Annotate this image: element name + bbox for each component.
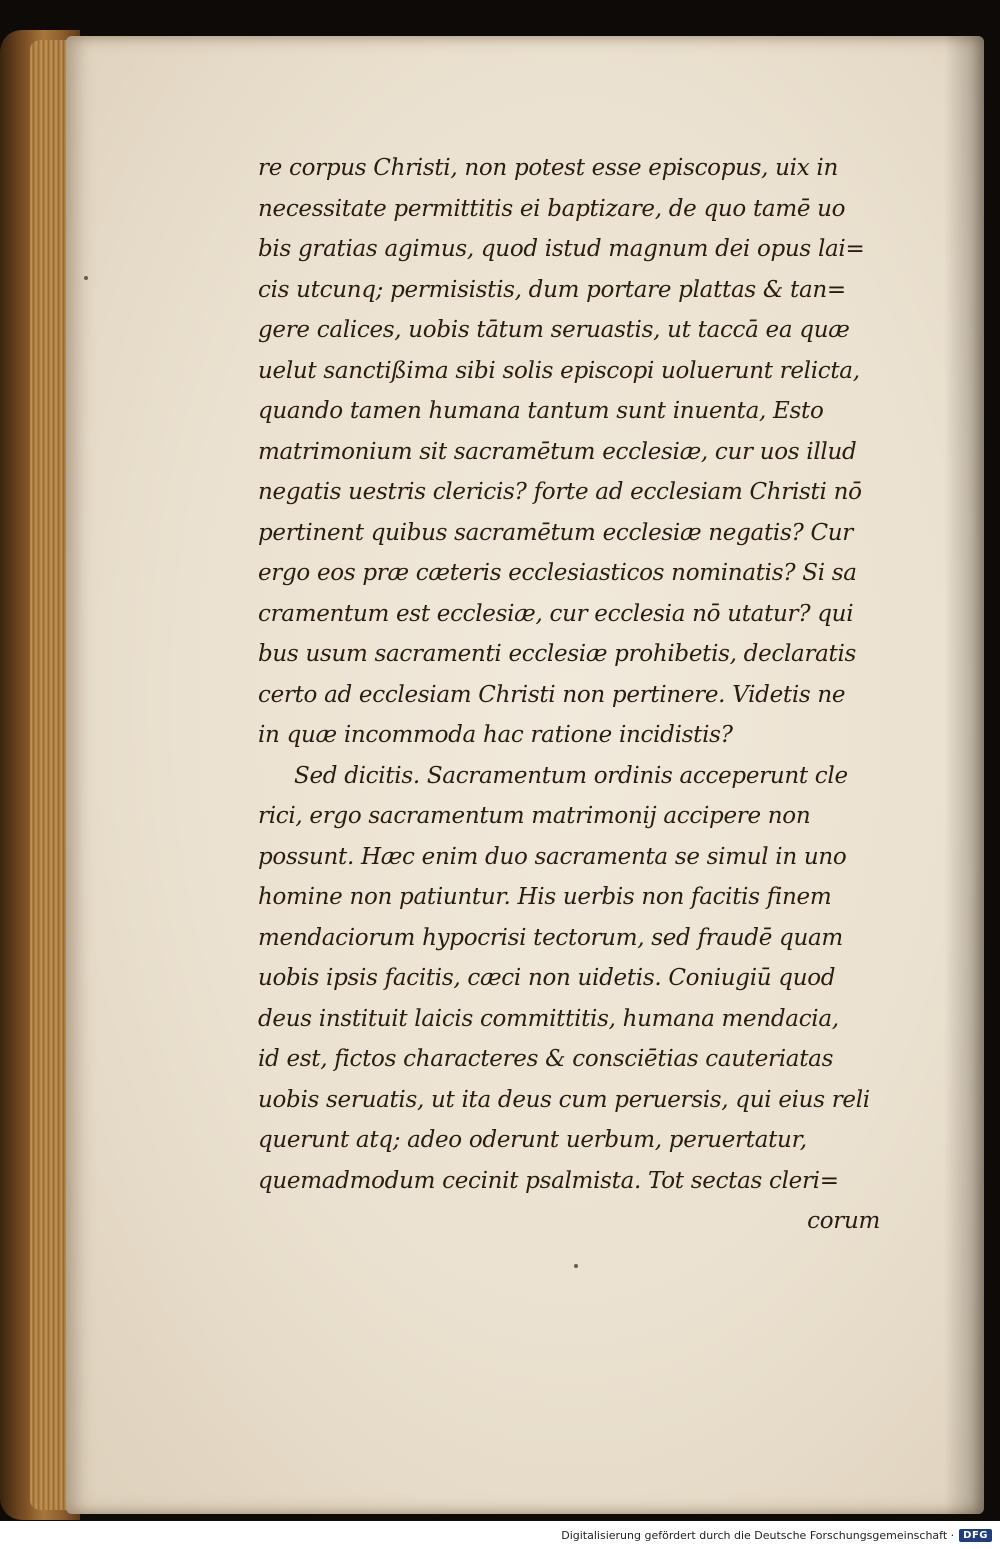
text-line: mendaciorum hypocrisi tectorum, sed fraudē quam bbox=[258, 924, 843, 951]
gutter-shadow bbox=[944, 36, 984, 1514]
text-line: bis gratias agimus, quod istud magnum dei opus lai= bbox=[258, 236, 865, 262]
digitization-credit-bar bbox=[0, 1521, 1000, 1549]
credit-text: Digitalisierung gefördert durch die Deutsche Forschungsgemeinschaft · bbox=[561, 1528, 955, 1542]
text-line: uobis seruatis, ut ita deus cum peruersis, qui eius reli bbox=[258, 1086, 870, 1113]
paragraph-start-line: Sed dicitis. Sacramentum ordinis acceperunt cle bbox=[294, 762, 848, 789]
text-line: necessitate permittitis ei baptizare, de quo tamē uo bbox=[258, 195, 846, 222]
text-line: querunt atq; adeo oderunt uerbum, peruertatur, bbox=[258, 1127, 807, 1153]
text-line: rici, ergo sacramentum matrimonij accipere non bbox=[258, 803, 811, 829]
text-line: id est, fictos characteres & consciētias cauteriatas bbox=[258, 1046, 834, 1072]
text-line: in quæ incommoda hac ratione incidistis? bbox=[258, 722, 733, 748]
text-line: ergo eos præ cæteris ecclesiasticos nominatis? Si sa bbox=[258, 560, 857, 586]
text-line: deus instituit laicis committitis, humana mendacia, bbox=[258, 1005, 839, 1032]
paper-speck bbox=[574, 1264, 578, 1268]
text-line: cramentum est ecclesiæ, cur ecclesia nō utatur? qui bbox=[258, 600, 854, 627]
text-line: quando tamen humana tantum sunt inuenta, Esto bbox=[258, 398, 824, 424]
text-line: uobis ipsis facitis, cæci non uidetis. Coniugiū quod bbox=[258, 965, 836, 991]
text-line: certo ad ecclesiam Christi non pertinere. Videtis ne bbox=[258, 681, 846, 708]
latin-text-block bbox=[258, 148, 888, 1242]
text-line: uelut sanctißima sibi solis episcopi uoluerunt relicta, bbox=[258, 357, 860, 384]
text-line: quemadmodum cecinit psalmista. Tot sectas cleri= bbox=[258, 1167, 839, 1194]
paper-speck bbox=[84, 276, 88, 280]
text-line: cis utcunq; permisistis, dum portare plattas & tan= bbox=[258, 276, 846, 303]
text-line: re corpus Christi, non potest esse episcopus, uix in bbox=[258, 155, 838, 181]
text-line: pertinent quibus sacramētum ecclesiæ negatis? Cur bbox=[258, 519, 854, 546]
text-line: gere calices, uobis tātum seruastis, ut taccā ea quæ bbox=[258, 317, 850, 343]
text-line: possunt. Hæc enim duo sacramenta se simul in uno bbox=[258, 843, 847, 870]
text-line: negatis uestris clericis? forte ad ecclesiam Christi nō bbox=[258, 479, 862, 505]
text-line: homine non patiuntur. His uerbis non facitis finem bbox=[258, 884, 832, 910]
catchword: corum bbox=[807, 1208, 880, 1234]
text-line: bus usum sacramenti ecclesiæ prohibetis, declaratis bbox=[258, 641, 857, 667]
dfg-logo: DFG bbox=[959, 1529, 992, 1542]
text-line: matrimonium sit sacramētum ecclesiæ, cur uos illud bbox=[258, 438, 857, 465]
